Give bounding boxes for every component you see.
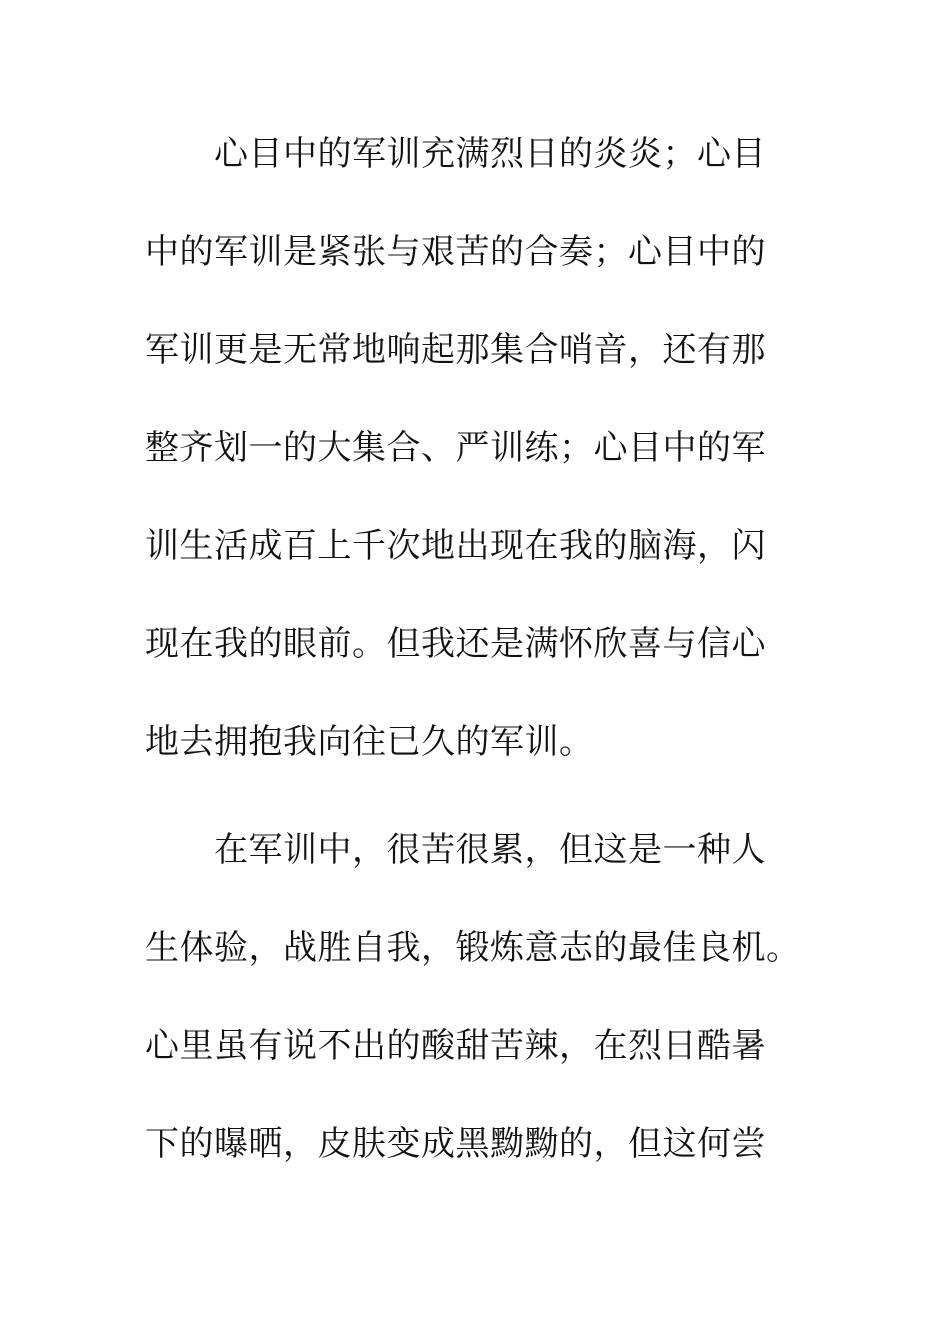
- paragraph-1-line-4: 整齐划一的大集合、严训练；心目中的军: [145, 428, 766, 468]
- paragraph-2-line-3: 心里虽有说不出的酸甜苦辣，在烈日酷暑: [145, 1026, 766, 1066]
- paragraph-1-line-7: 地去拥抱我向往已久的军训。: [145, 722, 594, 762]
- paragraph-2-line-2: 生体验，战胜自我，锻炼意志的最佳良机。: [145, 928, 801, 968]
- paragraph-2-line-1: 在军训中，很苦很累，但这是一种人: [214, 830, 766, 870]
- paragraph-1-line-3: 军训更是无常地响起那集合哨音，还有那: [145, 330, 766, 370]
- paragraph-1-line-1: 心目中的军训充满烈日的炎炎；心目: [214, 134, 766, 174]
- paragraph-2-line-4: 下的曝晒，皮肤变成黑黝黝的，但这何尝: [145, 1124, 766, 1164]
- paragraph-1-line-2: 中的军训是紧张与艰苦的合奏；心目中的: [145, 232, 766, 272]
- paragraph-1-line-5: 训生活成百上千次地出现在我的脑海，闪: [145, 526, 766, 566]
- paragraph-1-line-6: 现在我的眼前。但我还是满怀欣喜与信心: [145, 624, 766, 664]
